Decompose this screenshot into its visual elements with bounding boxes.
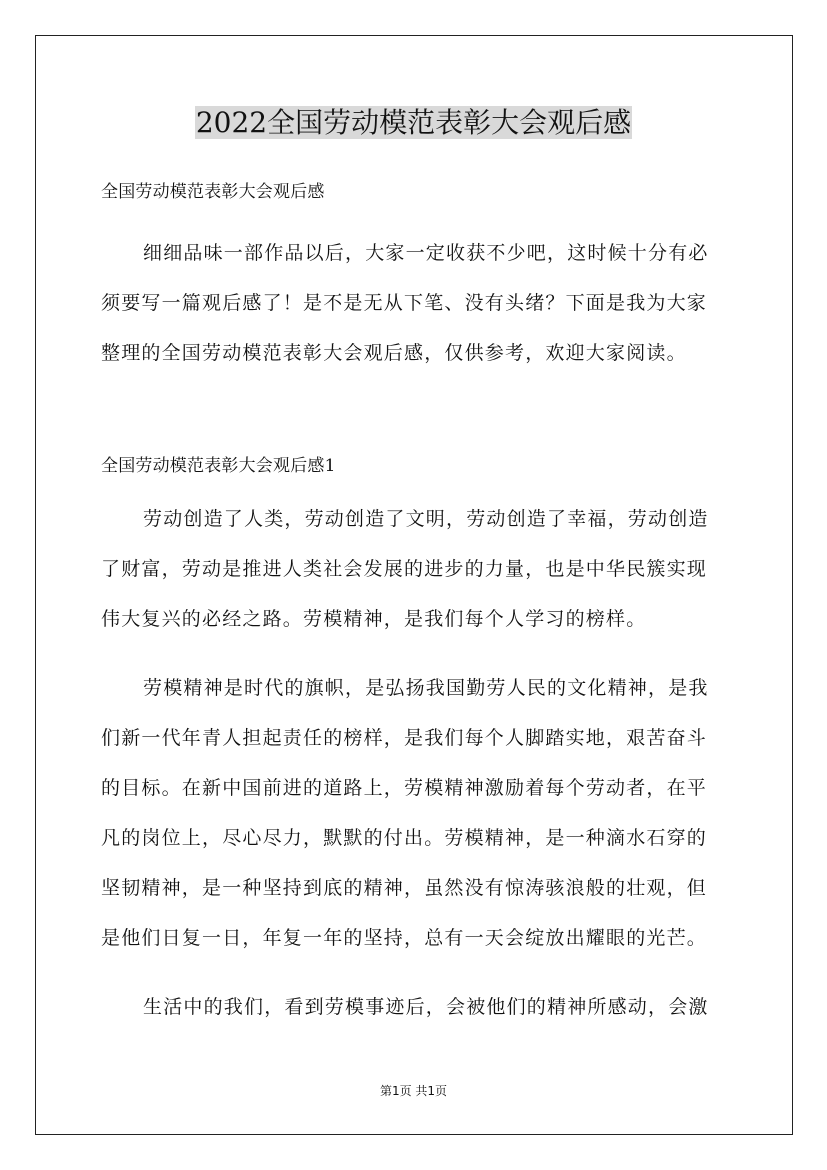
paragraph-line: 须要写一篇观后感了！是不是无从下笔、没有头绪？下面是我为大家 (101, 292, 708, 314)
subtitle: 全国劳动模范表彰大会观后感 (101, 182, 325, 202)
paragraph-line: 们新一代年青人担起责任的榜样，是我们每个人脚踏实地，艰苦奋斗 (101, 727, 708, 749)
document-body (101, 176, 728, 1051)
paragraph-line: 是他们日复一日，年复一年的坚持，总有一天会绽放出耀眼的光芒。 (101, 927, 708, 949)
paragraph-line: 坚韧精神，是一种坚持到底的精神，虽然没有惊涛骇浪般的壮观，但 (101, 877, 708, 899)
title-text: 2022全国劳动模范表彰大会观后感 (195, 106, 632, 139)
paragraph-3 (101, 982, 728, 1032)
paragraph-line: 劳模精神是时代的旗帜，是弘扬我国勤劳人民的文化精神，是我 (143, 677, 709, 699)
paragraph-2 (101, 663, 728, 963)
paragraph-line: 的目标。在新中国前进的道路上，劳模精神激励着每个劳动者，在平 (101, 777, 708, 799)
paragraph-line: 整理的全国劳动模范表彰大会观后感，仅供参考，欢迎大家阅读。 (101, 342, 687, 364)
intro-paragraph (101, 228, 728, 378)
paragraph-line: 劳动创造了人类，劳动创造了文明，劳动创造了幸福，劳动创造 (143, 508, 709, 530)
paragraph-line: 了财富，劳动是推进人类社会发展的进步的力量，也是中华民簇实现 (101, 558, 708, 580)
paragraph-line: 细细品味一部作品以后，大家一定收获不少吧，这时候十分有必 (143, 242, 709, 264)
paragraph-line: 生活中的我们，看到劳模事迹后，会被他们的精神所感动，会激 (143, 996, 709, 1018)
document-title (0, 101, 827, 145)
section-heading: 全国劳动模范表彰大会观后感1 (101, 456, 336, 476)
page-footer: 第1页 共1页 (379, 1084, 448, 1098)
paragraph-line: 凡的岗位上，尽心尽力，默默的付出。劳模精神，是一种滴水石穿的 (101, 827, 708, 849)
paragraph-line: 伟大复兴的必经之路。劳模精神，是我们每个人学习的榜样。 (101, 608, 647, 630)
paragraph-1 (101, 494, 728, 644)
